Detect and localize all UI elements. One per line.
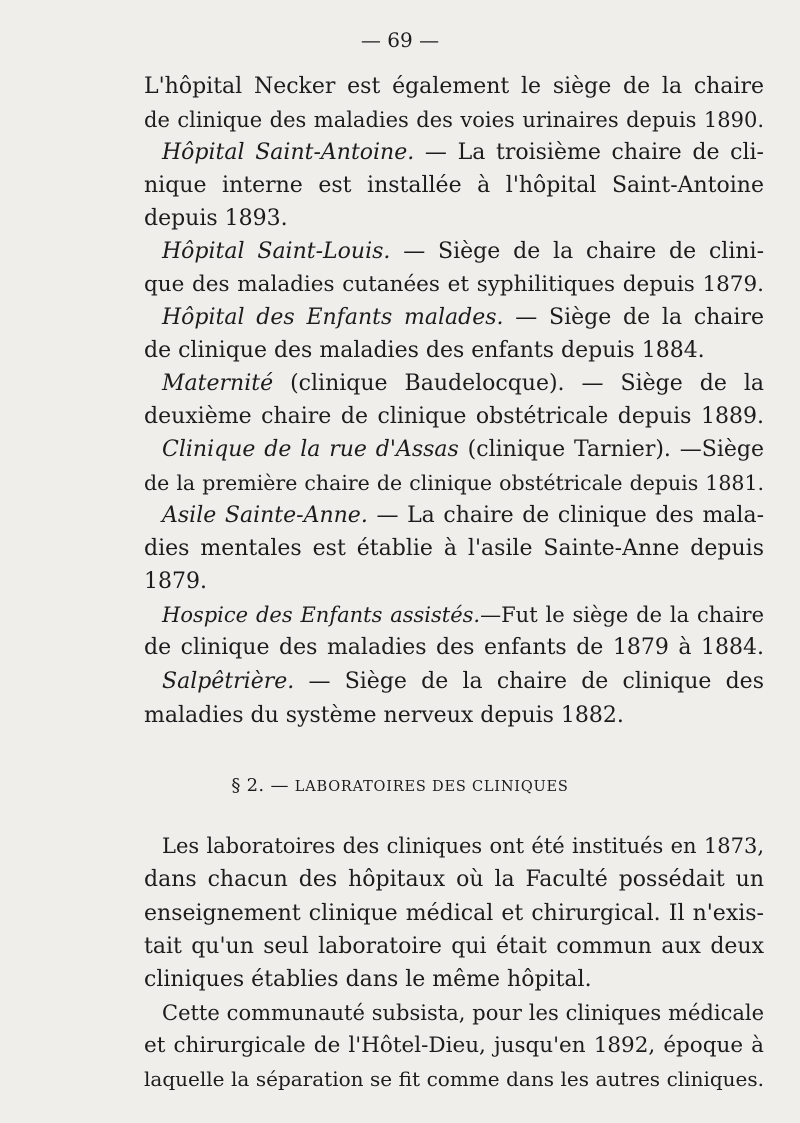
text-line: de clinique des maladies des enfants de 1879 à 1884. — [144, 635, 764, 660]
text-line: Clinique de la rue d'Assas (clinique Tarnier). —Siège — [162, 437, 765, 462]
text-line: Hôpital Saint-Louis. — Siège de la chaire de clini- — [162, 239, 765, 264]
place-name: Hôpital Saint-Antoine. — [162, 140, 415, 165]
section-heading: § 2. — LABORATOIRES DES CLINIQUES — [231, 775, 569, 796]
text-line: L'hôpital Necker est également le siège de la chaire — [144, 74, 764, 99]
text-line: Asile Sainte-Anne. — La chaire de clinique des mala- — [162, 503, 765, 528]
text-line: nique interne est installée à l'hôpital Saint-Antoine — [144, 173, 764, 198]
page-number: — 69 — — [360, 28, 440, 52]
text-line: que des maladies cutanées et syphilitiques depuis 1879. — [144, 272, 764, 297]
place-name: Hospice des Enfants assistés. — [162, 603, 481, 627]
text-line: tait qu'un seul laboratoire qui était commun aux deux — [144, 934, 764, 959]
text-line: enseignement clinique médical et chirurgical. Il n'exis- — [144, 901, 764, 926]
text-line: de clinique des maladies des voies urinaires depuis 1890. — [144, 108, 764, 132]
text-line: Maternité (clinique Baudelocque). — Siège de la — [162, 371, 764, 396]
text-line: dies mentales est établie à l'asile Sainte-Anne depuis — [144, 536, 764, 561]
text-line: maladies du système nerveux depuis 1882. — [144, 703, 624, 728]
text-line: 1879. — [144, 569, 207, 594]
text-line: Cette communauté subsista, pour les cliniques médicale — [162, 1001, 764, 1025]
text-line: Hospice des Enfants assistés.—Fut le siège de la chaire — [162, 603, 764, 627]
text-line: Hôpital Saint-Antoine. — La troisième chaire de cli- — [162, 140, 764, 165]
text-line: de clinique des maladies des enfants depuis 1884. — [144, 338, 705, 363]
place-name: Asile Sainte-Anne. — [162, 503, 368, 528]
text-line: deuxième chaire de clinique obstétricale depuis 1889. — [144, 404, 764, 429]
text-line: Salpêtrière. — Siège de la chaire de clinique des — [162, 669, 764, 694]
text-line: de la première chaire de clinique obstétricale depuis 1881. — [144, 471, 764, 495]
text-line: dans chacun des hôpitaux où la Faculté possédait un — [144, 867, 764, 892]
text-line: depuis 1893. — [144, 206, 288, 231]
text-line: Les laboratoires des cliniques ont été institués en 1873, — [162, 834, 764, 858]
place-name: Hôpital des Enfants malades. — [162, 305, 504, 330]
text-line: Hôpital des Enfants malades. — Siège de la chaire — [162, 305, 764, 330]
text-line: laquelle la séparation se fit comme dans les autres cliniques. — [144, 1067, 764, 1091]
section-number: § 2. — [231, 775, 265, 796]
text-line: et chirurgicale de l'Hôtel-Dieu, jusqu'en 1892, époque à — [144, 1033, 764, 1058]
section-title: LABORATOIRES DES CLINIQUES — [294, 779, 569, 795]
place-name: Maternité — [162, 371, 274, 396]
place-name: Hôpital Saint-Louis. — [162, 239, 391, 264]
place-name: Salpêtrière. — [162, 669, 295, 694]
text-line: cliniques établies dans le même hôpital. — [144, 967, 592, 992]
place-name: Clinique de la rue d'Assas — [162, 437, 459, 462]
